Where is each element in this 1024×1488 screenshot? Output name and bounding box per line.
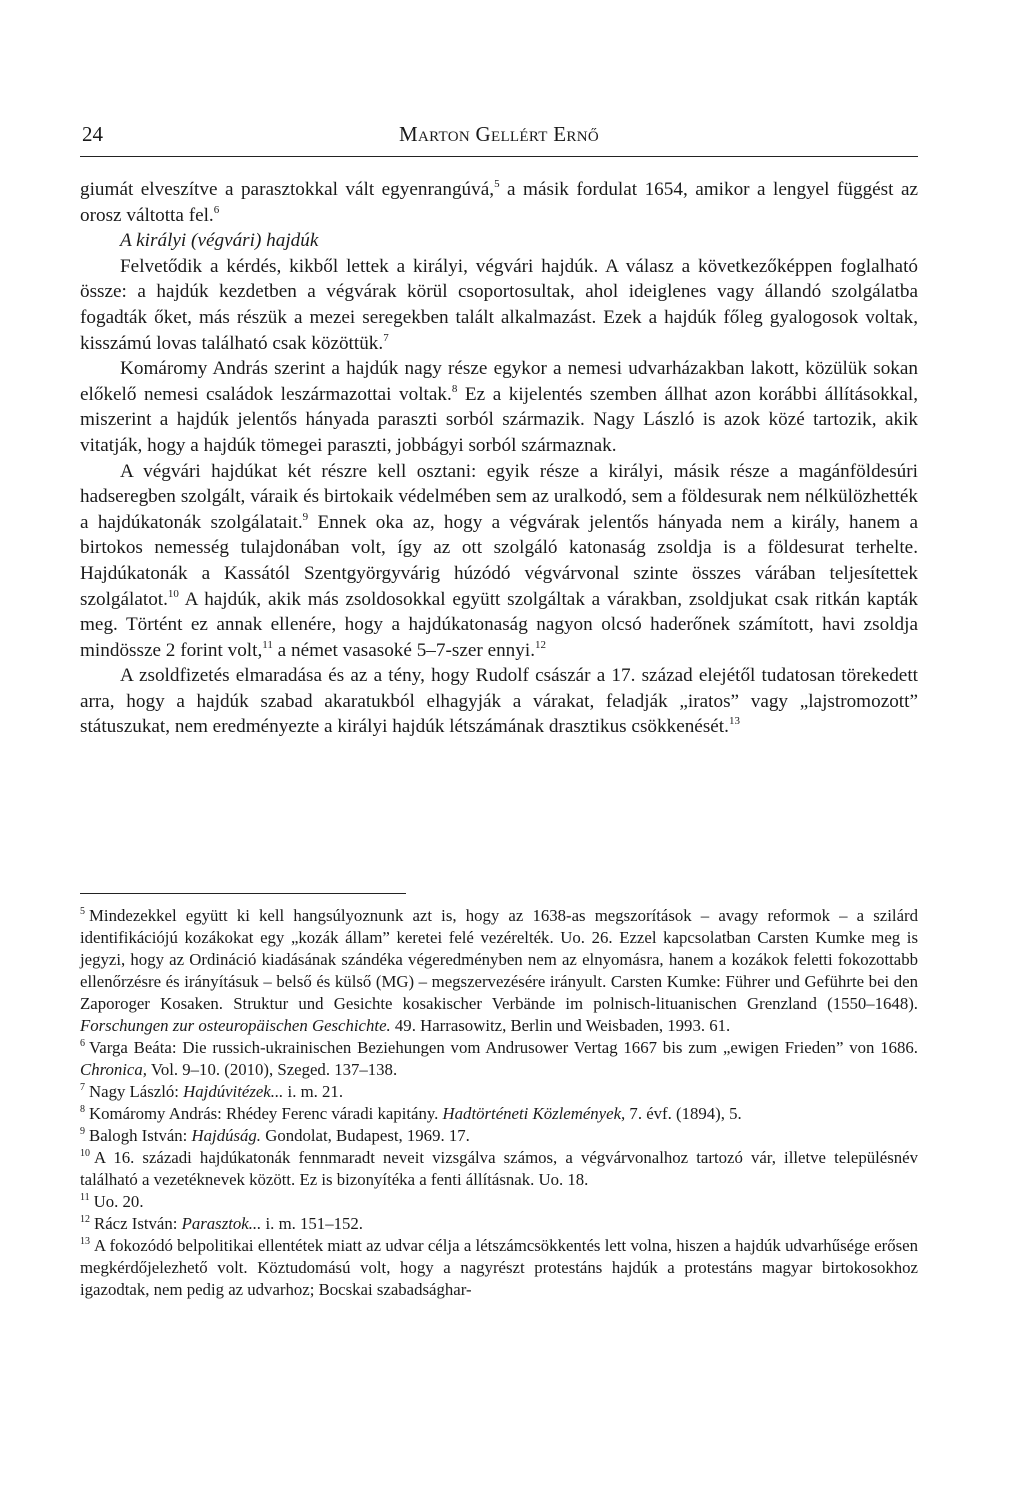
paragraph-text: A zsoldfizetés elmaradása és az a tény, hogy Rudolf császár a 17. század elejétől tudatosan törekedett arra, hogy a hajdúk szabad akaratukból elhagyják a várakat, feladják „iratos” vagy „lajstromozott” státuszukat, nem eredményezte a királyi hajdúk létszámának drasztikus csökkenését.	[80, 665, 918, 738]
footnote-number: 13	[80, 1236, 90, 1247]
paragraph-5	[80, 663, 918, 740]
footnote-text: i. m. 21.	[283, 1082, 344, 1101]
paragraph-text: Ennek oka az, hogy a végvárak jelentős hányada nem a király, hanem a birtokos nemesség tulajdonában volt, így az ott szolgáló katonaság zsoldja is a földesurat terhelte. Hajdúkatonák a Kassától Szentgyörgyvárig húzódó végvárvonal szinte összes várában teljesítettek szolgálatot.	[80, 511, 918, 610]
paragraph-text: a másik fordulat 1654, amikor a lengyel függést az orosz váltotta fel.	[80, 179, 918, 226]
footnote-text: Komáromy András: Rhédey Ferenc váradi kapitány.	[89, 1104, 443, 1123]
footnote-number: 11	[80, 1192, 90, 1203]
footnote-ref-9[interactable]: 9	[302, 510, 309, 523]
footnote-title: Hajdúvitézek...	[183, 1082, 284, 1101]
paragraph-text: a német vasasoké 5–7-szer ennyi.	[272, 639, 535, 661]
paragraph-text: Ez a kijelentés szemben állhat azon korábbi állításokkal, miszerint a hajdúk jelentős hányada paraszti sorból származik. Nagy László is azok közé tartozik, akik vitatják, hogy a hajdúk tömegei paraszti, jobbágyi sorból származnak.	[80, 383, 919, 456]
footnote-7	[80, 1081, 918, 1103]
footnote-ref-5[interactable]: 5	[494, 178, 500, 190]
footnote-text: Nagy László:	[89, 1082, 184, 1101]
footnote-number: 6	[80, 1038, 85, 1049]
footnote-ref-13[interactable]: 13	[728, 715, 740, 728]
footnote-text: Varga Beáta: Die russich-ukrainischen Beziehungen vom Andrusower Vertag 1667 bis zum „ewigen Frieden” von 1686.	[89, 1038, 918, 1057]
footnote-title: Parasztok...	[181, 1214, 262, 1233]
section-heading: A királyi (végvári) hajdúk	[120, 230, 319, 252]
footnote-text: Uo. 20.	[93, 1192, 144, 1211]
footnote-title: Chronica,	[80, 1060, 147, 1079]
footnote-title: Hajdúság.	[191, 1126, 262, 1145]
footnote-text: i. m. 151–152.	[261, 1214, 363, 1233]
footnote-ref-7[interactable]: 7	[383, 331, 389, 344]
footnote-text: 7. évf. (1894), 5.	[625, 1104, 742, 1123]
footnote-10	[80, 1147, 918, 1191]
footnote-5	[80, 905, 918, 1037]
footnote-number: 5	[80, 906, 85, 917]
footnote-13	[80, 1235, 918, 1301]
footnote-8	[80, 1103, 918, 1125]
footnote-ref-12[interactable]: 12	[535, 638, 546, 651]
footnote-text: Rácz István:	[94, 1214, 182, 1233]
footnote-9	[80, 1125, 918, 1147]
footnote-title: Hadtörténeti Közlemények,	[442, 1104, 626, 1123]
running-header	[80, 120, 918, 157]
footnote-number: 9	[80, 1126, 85, 1137]
footnote-ref-10[interactable]: 10	[167, 587, 179, 600]
footnote-divider	[80, 893, 406, 894]
footnote-ref-11[interactable]: 11	[262, 638, 273, 651]
footnote-text: 49. Harrasowitz, Berlin und Weisbaden, 1993. 61.	[390, 1016, 731, 1035]
paragraph-3	[80, 356, 918, 458]
main-text	[80, 177, 918, 740]
footnote-12	[80, 1213, 918, 1235]
footnote-text: A 16. századi hajdúkatonák fennmaradt neveit vizsgálva számos, a végvárvonalhoz tartozó vár, illetve településnév található a vezetéknevek között. Ez is bizonyítéka a fenti állításnak. Uo. 18.	[80, 1148, 918, 1189]
footnote-11	[80, 1191, 918, 1213]
page-number: 24	[82, 122, 103, 146]
paragraph-text: Felvetődik a kérdés, kikből lettek a királyi, végvári hajdúk. A válasz a következőképpen foglalható össze: a hajdúk kezdetben a végvárak körül csoportosultak, ahol ideiglenes vagy állandó szolgálatba fogadták őket, más részük a mezei seregekben talált alkalmazást. Ezek a hajdúk főleg gyalogosok voltak, kisszámú lovas található csak közöttük.	[80, 255, 918, 354]
footnote-number: 12	[80, 1214, 90, 1225]
footnote-text: Balogh István:	[89, 1126, 192, 1145]
footnote-text: Mindezekkel együtt ki kell hangsúlyoznunk azt is, hogy az 1638-as megszorítások – avagy reformok – a szilárd identifikációjú kozákokat egy „kozák állam” keretei felé vezérelték. Uo. 26. Ezzel kapcsolatban Carsten Kumke meg is jegyzi, hogy az Ordináció kiadásának szándéka végeredményben nem az elnyomásra, hanem a kozákok feletti fokozottabb ellenőrzésre és irányításuk – belső és külső (MG) – megszervezésére irányult. Carsten Kumke: Führer und Geführte bei den Zaporoger Kosaken. Struktur und Gesichte kosakischer Verbände im polnisch-lituanischen Grenzland (1550–1648).	[80, 906, 918, 1013]
paragraph-1	[80, 177, 918, 228]
footnote-text: Vol. 9–10. (2010), Szeged. 137–138.	[146, 1060, 398, 1079]
paragraph-text: A hajdúk, akik más zsoldosokkal együtt szolgáltak a várakban, zsoldjukat csak ritkán kapták meg. Történt ez annak ellenére, hogy a hajdúkatonaság nagyon olcsó haderőnek számított, havi zsoldja mindössze 2 forint volt,	[80, 588, 918, 661]
footnote-number: 7	[80, 1082, 85, 1093]
paragraph-2	[80, 254, 918, 356]
footnote-ref-8[interactable]: 8	[451, 382, 458, 395]
footnotes	[80, 905, 918, 1301]
paragraph-text: Komáromy András szerint a hajdúk nagy része egykor a nemesi udvarházakban lakott, közülük sokan előkelő nemesi családok leszármazottai voltak.	[80, 358, 918, 405]
paragraph-text: giumát elveszítve a parasztokkal vált egyenrangúvá,	[80, 179, 495, 200]
paragraph-text: A végvári hajdúkat két részre kell osztani: egyik része a királyi, másik része a magánföldesúri hadseregben szolgált, váraik és birtokaik védelmében sem az uralkodó, sem a földesurak nem nélkülözhették a hajdúkatonák szolgálatait.	[80, 460, 918, 533]
footnote-text: A fokozódó belpolitikai ellentétek miatt az udvar célja a létszámcsökkentés lett volna, hiszen a hajdúk udvarhűsége erősen megkérdőjelezhető volt. Köztudomású volt, hogy a nagyrészt protestáns hajdúk a protestáns magyar birtokosokhoz igazodtak, nem pedig az udvarhoz; Bocskai szabadsághar-	[80, 1236, 918, 1299]
footnote-ref-6[interactable]: 6	[213, 203, 220, 216]
footnote-number: 10	[80, 1148, 90, 1159]
footnote-text: Gondolat, Budapest, 1969. 17.	[261, 1126, 470, 1145]
footnote-number: 8	[80, 1104, 85, 1115]
paragraph-4	[80, 459, 918, 664]
footnote-title: Forschungen zur osteuropäischen Geschichte.	[80, 1016, 391, 1035]
running-title: Marton Gellért Ernő	[399, 122, 599, 146]
footnote-6	[80, 1037, 918, 1081]
